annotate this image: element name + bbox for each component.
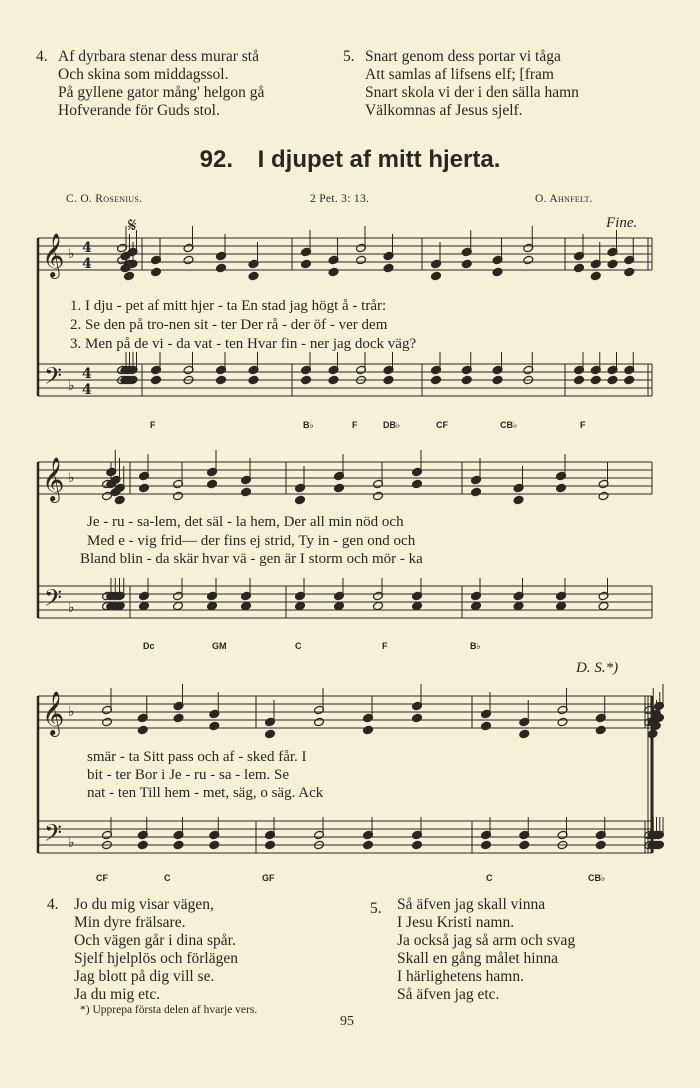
verse-number: 5. (343, 48, 355, 65)
bass-clef-icon: 𝄢 (44, 584, 63, 617)
verse-line: I härlighetens hamn. (397, 968, 524, 985)
note-head (412, 479, 423, 489)
note-head (595, 725, 606, 735)
note-head (556, 483, 567, 493)
verse-line: Ja också jag så arm och svag (397, 932, 576, 949)
lyric-line: 2. Se den på tro-nen sit - ter Der rå - der öf - ver dem (70, 317, 388, 333)
time-signature: 4 (82, 382, 92, 398)
note-head (207, 479, 218, 489)
chord-symbol: CB♭ (500, 420, 518, 430)
key-signature-flat-icon: ♭ (68, 704, 75, 720)
verse-number: 4. (47, 896, 59, 913)
key-signature-flat-icon: ♭ (68, 246, 75, 262)
verse-line: Min dyre frälsare. (74, 914, 186, 931)
lyric-line: Je - ru - sa-lem, det säl - la hem, Der all min nöd och (87, 514, 404, 530)
treble-clef-icon: 𝄞 (42, 233, 65, 277)
treble-clef-icon: 𝄞 (42, 691, 65, 735)
note-head (481, 840, 492, 850)
bass-clef-icon: 𝄢 (44, 362, 63, 395)
time-signature: 4 (82, 256, 92, 272)
chord-symbol: F (382, 641, 388, 651)
note-head (139, 601, 150, 611)
verse-line: Jo du mig visar vägen, (74, 896, 214, 913)
note-head (137, 840, 148, 850)
note-head (363, 725, 374, 735)
note-head (492, 375, 503, 385)
note-head (513, 601, 524, 611)
note-head (173, 840, 184, 850)
hymn-composer: O. Ahnfelt. (535, 193, 593, 205)
hymn-title: I djupet af mitt hjerta. (257, 146, 501, 173)
note-head (209, 721, 220, 731)
chord-symbol: CB♭ (588, 873, 606, 883)
bass-clef-icon: 𝄢 (44, 819, 63, 852)
note-head (102, 717, 113, 727)
note-head (241, 487, 252, 497)
note-head (139, 483, 150, 493)
verse-line: Så äfven jag skall vinna (397, 896, 546, 913)
verse-line: Hofverande för Guds stol. (58, 102, 220, 119)
note-head (173, 601, 184, 611)
note-head (137, 725, 148, 735)
lyric-line: smär - ta Sitt pass och af - sked får. I (87, 749, 307, 765)
verse-line: Skall en gång målet hinna (397, 950, 558, 967)
note-head (265, 729, 276, 739)
verse-line: Ja du mig etc. (74, 986, 161, 1003)
note-head (209, 840, 220, 850)
note-head (356, 255, 367, 265)
key-signature-flat-icon: ♭ (68, 835, 75, 851)
verse-number: 5. (370, 900, 382, 917)
time-signature: 4 (82, 240, 92, 256)
note-head (151, 375, 162, 385)
note-head (363, 840, 374, 850)
key-signature-flat-icon: ♭ (68, 470, 75, 486)
note-head (523, 255, 534, 265)
chord-symbol: CF (96, 873, 108, 883)
note-head (295, 495, 306, 505)
note-head (624, 267, 635, 277)
note-head (301, 259, 312, 269)
verse-line: Snart skola vi der i den sälla hamn (365, 84, 579, 101)
note-head (216, 263, 227, 273)
note-head (590, 375, 601, 385)
chord-symbol: GF (262, 873, 275, 883)
chord-symbol: Dc (143, 641, 155, 651)
verse-line: Välkomnas af Jesus sjelf. (365, 102, 523, 119)
note-head (598, 491, 609, 501)
verse-line: På gyllene gator mång' helgon gå (58, 84, 265, 101)
chord-symbol: F (352, 420, 358, 430)
verse-line: Jag blott på dig vill se. (74, 968, 215, 985)
note-head (248, 375, 259, 385)
note-head (328, 267, 339, 277)
note-head (334, 483, 345, 493)
chord-symbol: DB♭ (383, 420, 401, 430)
chord-symbol: GM (212, 641, 227, 651)
note-head (513, 495, 524, 505)
note-head (492, 267, 503, 277)
note-head (412, 601, 423, 611)
lyric-line: Med e - vig frid— der fins ej strid, Ty in - gen ond och (87, 533, 416, 549)
note-head (248, 271, 259, 281)
note-head (183, 255, 194, 265)
note-head (151, 267, 162, 277)
page-number: 95 (340, 1014, 354, 1029)
lyric-line: nat - ten Till hem - met, säg, o säg. Ack (87, 785, 324, 801)
note-head (314, 717, 325, 727)
key-signature-flat-icon: ♭ (68, 600, 75, 616)
verse-line: Och skina som middagssol. (58, 66, 229, 83)
note-head (607, 375, 618, 385)
note-head (607, 259, 618, 269)
treble-clef-icon: 𝄞 (42, 457, 65, 501)
chord-symbol: C (164, 873, 171, 883)
note-head (334, 601, 345, 611)
note-head (461, 259, 472, 269)
chord-symbol: F (580, 420, 586, 430)
note-head (595, 840, 606, 850)
note-head (173, 713, 184, 723)
note-head (328, 375, 339, 385)
verse-line: Snart genom dess portar vi tåga (365, 48, 561, 65)
time-signature: 4 (82, 366, 92, 382)
ds-marking: D. S.*) (576, 660, 619, 676)
verse-line: Sjelf hjelplös och förlägen (74, 950, 238, 967)
verse-line: Af dyrbara stenar dess murar stå (58, 48, 259, 65)
note-head (241, 601, 252, 611)
note-head (556, 601, 567, 611)
note-head (373, 601, 384, 611)
chord-symbol: F (150, 420, 156, 430)
segno-icon: 𝄋 (128, 213, 137, 237)
note-head (461, 375, 472, 385)
note-head (519, 840, 530, 850)
chord-symbol: CF (436, 420, 448, 430)
fine-marking: Fine. (606, 215, 638, 231)
note-head (265, 840, 276, 850)
note-head (114, 495, 125, 505)
note-head (624, 375, 635, 385)
note-head (216, 375, 227, 385)
hymn-number: 92. (199, 146, 233, 173)
hymn-author: C. O. Rosenius. (66, 193, 143, 205)
verse-line: Så äfven jag etc. (397, 986, 500, 1003)
chord-symbol: C (295, 641, 302, 651)
chord-symbol: B♭ (303, 420, 314, 430)
note-head (412, 840, 423, 850)
key-signature-flat-icon: ♭ (68, 378, 75, 394)
verse-number: 4. (36, 48, 48, 65)
note-head (431, 375, 442, 385)
note-head (574, 375, 585, 385)
note-head (471, 601, 482, 611)
note-head (519, 729, 530, 739)
verse-line: I Jesu Kristi namn. (397, 914, 515, 931)
note-head (574, 263, 585, 273)
note-head (383, 263, 394, 273)
lyric-line: Bland blin - da skär hvar vä - gen är I storm och mör - ka (80, 551, 423, 567)
note-head (412, 713, 423, 723)
verse-line: Att samlas af lifsens elf; [fram (365, 66, 554, 83)
lyric-line: 3. Men på de vi - da vat - ten Hvar fin - ner jag dock väg? (70, 336, 417, 352)
note-head (383, 375, 394, 385)
note-head (471, 487, 482, 497)
verse-line: Och vägen går i dina spår. (74, 932, 236, 949)
note-head (590, 271, 601, 281)
scripture-reference: 2 Pet. 3: 13. (310, 193, 370, 205)
note-head (124, 271, 135, 281)
lyric-line: bit - ter Bor i Je - ru - sa - lem. Se (87, 767, 290, 783)
note-head (373, 491, 384, 501)
lyric-line: 1. I dju - pet af mitt hjer - ta En stad jag högt å - trår: (70, 298, 387, 314)
note-head (481, 721, 492, 731)
chord-symbol: B♭ (470, 641, 481, 651)
note-head (431, 271, 442, 281)
note-head (173, 491, 184, 501)
note-head (295, 601, 306, 611)
note-head (557, 717, 568, 727)
chord-symbol: C (486, 873, 493, 883)
note-head (207, 601, 218, 611)
note-head (301, 375, 312, 385)
footnote: *) Upprepa första delen af hvarje vers. (80, 1004, 258, 1016)
note-head (598, 601, 609, 611)
